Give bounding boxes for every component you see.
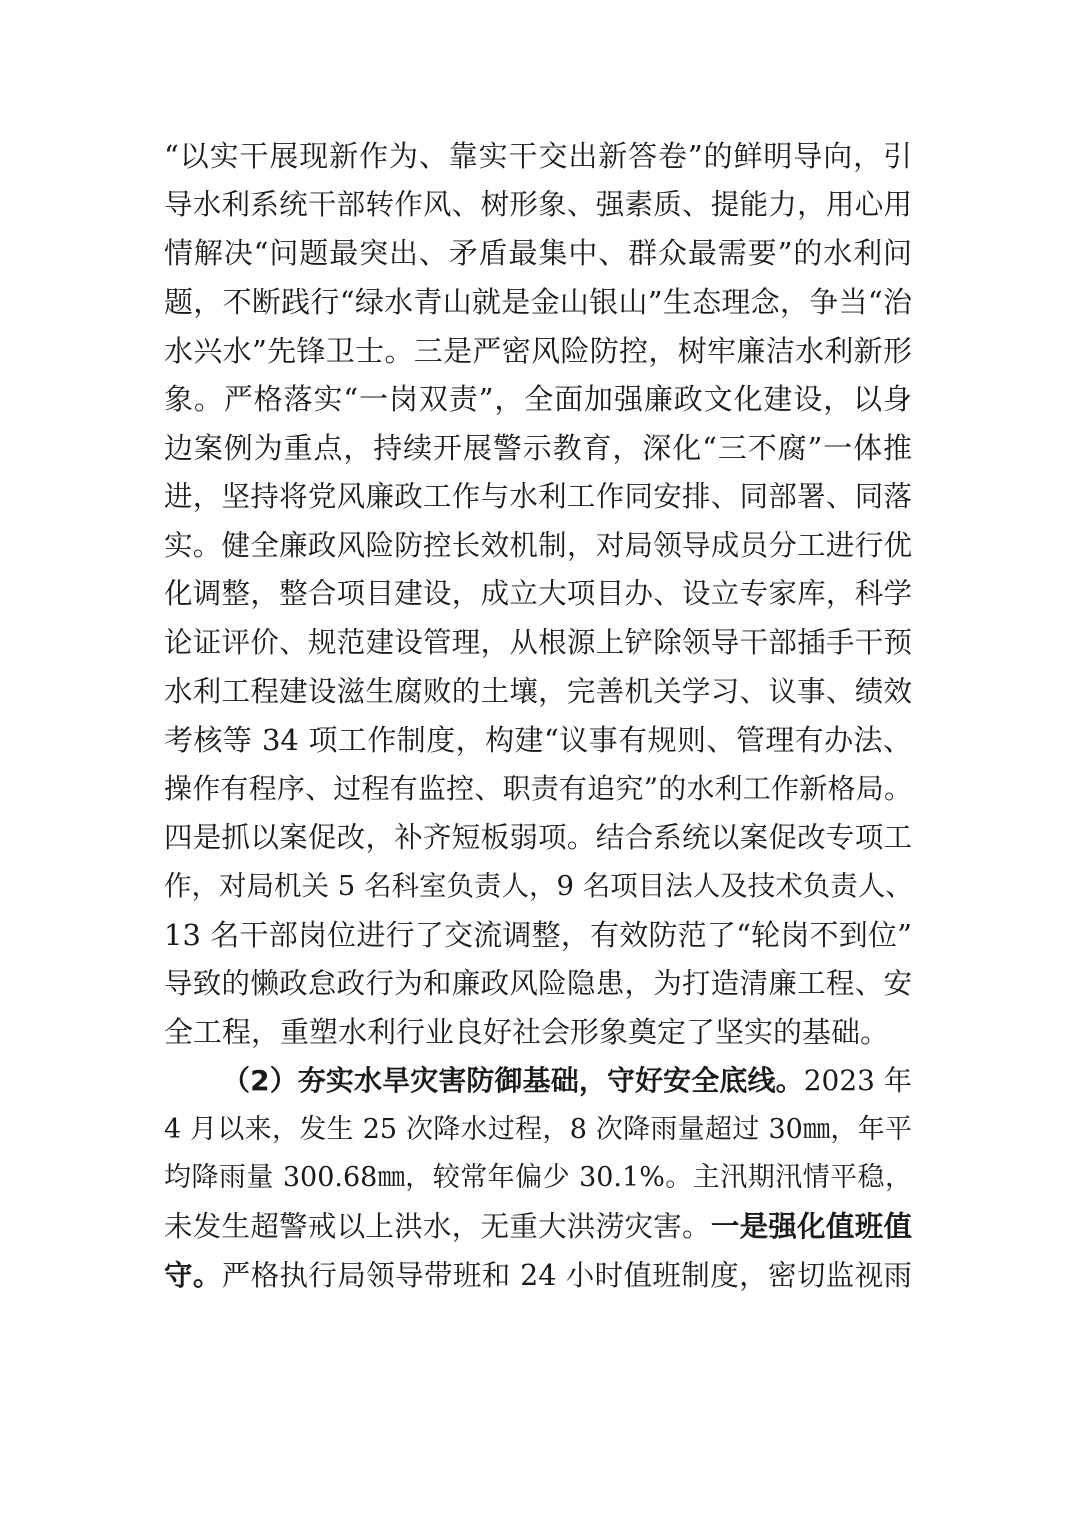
text-line: 实。健全廉政风险防控长效机制，对局领导成员分工进行优 <box>164 528 912 562</box>
text-line: 操作有程序、过程有监控、职责有追究”的水利工作新格局。 <box>164 771 912 805</box>
section-heading: （2）夯实水旱灾害防御基础，守好安全底线。 <box>222 1064 804 1098</box>
text-span: 未发生超警戒以上洪水，无重大洪涝灾害。 <box>164 1210 711 1244</box>
text-line: 考核等 34 项工作制度，构建“议事有规则、管理有办法、 <box>164 723 912 758</box>
text-line: 边案例为重点，持续开展警示教育，深化“三不腐”一体推 <box>164 431 912 466</box>
text-line: 题，不断践行“绿水青山就是金山银山”生态理念，争当“治 <box>164 285 912 320</box>
text-line: “以实干展现新作为、靠实干交出新答卷”的鲜明导向，引 <box>164 139 912 173</box>
text-line: 四是抓以案促改，补齐短板弱项。结合系统以案促改专项工 <box>164 820 912 854</box>
text-line: 水兴水”先锋卫士。三是严密风险防控，树牢廉洁水利新形 <box>164 333 912 368</box>
text-span: 2023 年 <box>803 1064 912 1098</box>
body-text <box>164 132 912 1301</box>
text-line: 进，坚持将党风廉政工作与水利工作同安排、同部署、同落 <box>164 479 912 513</box>
paragraph-1 <box>164 132 912 1057</box>
text-line: 4 月以来，发生 25 次降水过程，8 次降雨量超过 30㎜，年平 <box>164 1113 912 1145</box>
text-line: 论证评价、规范建设管理，从根源上铲除领导干部插手干预 <box>164 625 912 659</box>
text-line: 导致的懒政怠政行为和廉政风险隐患，为打造清廉工程、安 <box>164 966 912 1000</box>
text-line: 13 名干部岗位进行了交流调整，有效防范了“轮岗不到位” <box>164 918 912 952</box>
text-line: 情解决“问题最突出、矛盾最集中、群众最需要”的水利问 <box>164 236 912 271</box>
text-line <box>164 1203 912 1252</box>
text-line: 均降雨量 300.68㎜，较常年偏少 30.1%。主汛期汛情平稳， <box>164 1162 912 1194</box>
text-span: 严格执行局领导带班和 24 小时值班制度，密切监视雨 <box>221 1258 912 1292</box>
text-line: 象。严格落实“一岗双责”，全面加强廉政文化建设，以身 <box>164 382 912 417</box>
text-line <box>164 1252 912 1301</box>
section-heading-line <box>164 1057 912 1106</box>
text-line: 全工程，重塑水利行业良好社会形象奠定了坚实的基础。 <box>164 1015 890 1050</box>
text-line: 水利工程建设滋生腐败的土壤，完善机关学习、议事、绩效 <box>164 674 912 708</box>
subheading-span: 一是强化值班值 <box>710 1210 912 1244</box>
paragraph-2 <box>164 1057 912 1300</box>
subheading-span: 守。 <box>164 1258 222 1292</box>
text-line: 化调整，整合项目建设，成立大项目办、设立专家库，科学 <box>164 577 912 611</box>
text-line: 作，对局机关 5 名科室负责人，9 名项目法人及技术负责人、 <box>164 870 913 903</box>
text-line: 导水利系统干部转作风、树形象、强素质、提能力，用心用 <box>164 187 912 221</box>
